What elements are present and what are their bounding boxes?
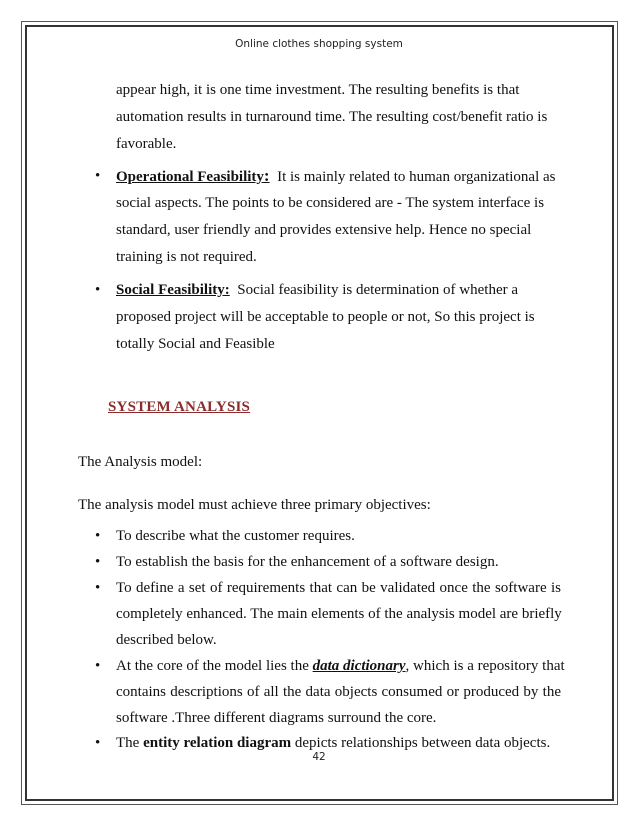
operational-feasibility-label: Operational Feasibility — [116, 169, 264, 185]
bullet-icon: • — [95, 580, 101, 596]
bullet-icon: • — [95, 528, 101, 544]
operational-text: It is mainly related to human organizational as — [277, 169, 556, 185]
paragraph-line: favorable. — [116, 136, 177, 152]
item4-prefix: At the core of the model lies the — [116, 658, 313, 674]
colon: : — [263, 166, 270, 185]
item4-suffix: , which is a repository that — [405, 658, 565, 674]
list-item: To define a set of requirements that can be validated once the software is — [116, 580, 561, 596]
bullet-icon: • — [95, 168, 101, 184]
paragraph-line: appear high, it is one time investment. The resulting benefits is that — [116, 82, 520, 98]
paragraph-line: completely enhanced. The main elements of the analysis model are briefly — [116, 606, 562, 622]
paragraph-line: automation results in turnaround time. The resulting cost/benefit ratio is — [116, 109, 548, 125]
paragraph-line: contains descriptions of all the data objects consumed or produced by the — [116, 684, 561, 700]
list-item — [116, 656, 565, 676]
item5-suffix: depicts relationships between data objects. — [291, 735, 551, 751]
bullet-icon: • — [95, 554, 101, 570]
data-dictionary-term: data dictionary — [312, 658, 406, 674]
running-header: Online clothes shopping system — [235, 38, 403, 50]
paragraph-line: training is not required. — [116, 249, 257, 265]
paragraph-line: proposed project will be acceptable to people or not, So this project is — [116, 309, 535, 325]
list-item — [116, 280, 518, 300]
item5-prefix: The — [116, 735, 144, 751]
section-heading: SYSTEM ANALYSIS — [108, 399, 251, 415]
list-item — [116, 733, 550, 753]
social-text: Social feasibility is determination of whether a — [237, 282, 519, 298]
page-number: 42 — [312, 751, 326, 763]
paragraph-line: totally Social and Feasible — [116, 336, 275, 352]
paragraph-line: software .Three different diagrams surround the core. — [116, 710, 437, 726]
subsection-title: The Analysis model: — [78, 454, 203, 470]
paragraph-line: standard, user friendly and provides extensive help. Hence no special — [116, 222, 532, 238]
paragraph-line: described below. — [116, 632, 217, 648]
social-feasibility-label: Social Feasibility: — [116, 282, 230, 298]
bullet-icon: • — [95, 658, 101, 674]
list-item: To describe what the customer requires. — [116, 528, 355, 544]
paragraph-line: social aspects. The points to be considered are - The system interface is — [116, 195, 545, 211]
bullet-icon: • — [95, 282, 101, 298]
list-item: To establish the basis for the enhancement of a software design. — [116, 554, 499, 570]
objectives-intro: The analysis model must achieve three primary objectives: — [78, 497, 431, 513]
list-item — [116, 166, 556, 187]
bullet-icon: • — [95, 735, 101, 751]
entity-relation-term: entity relation diagram — [143, 735, 292, 751]
